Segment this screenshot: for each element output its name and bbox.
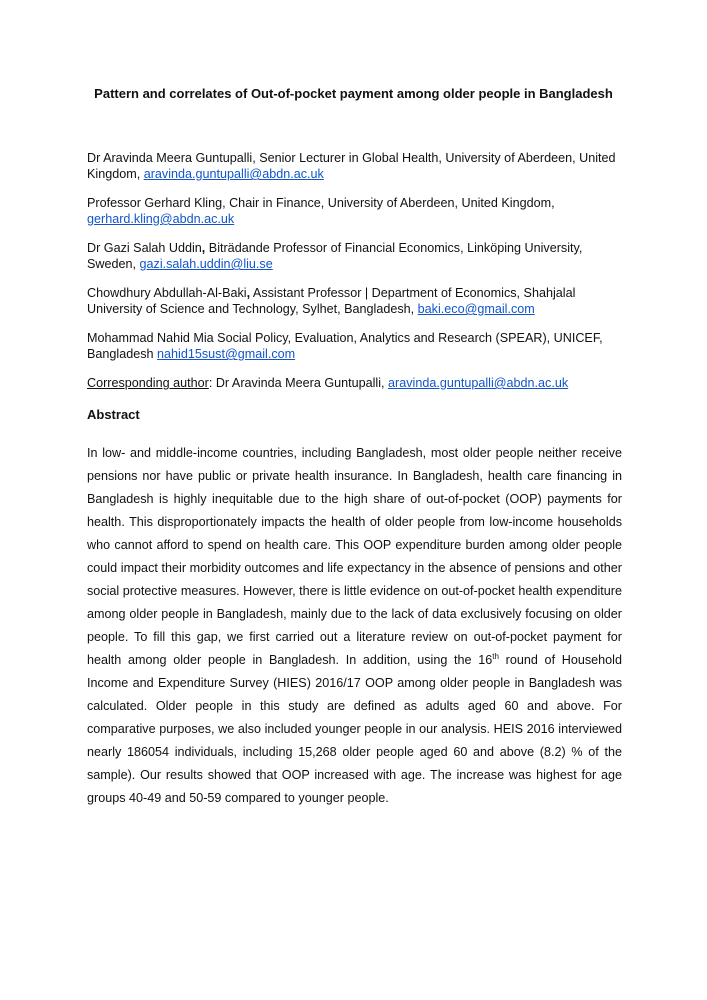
author-email-link[interactable]: nahid15sust@gmail.com: [157, 347, 296, 361]
abstract-text-part-1: In low- and middle-income countries, including Bangladesh, most older people neither receive pensions nor have public or private health insurance. In Bangladesh, health care financing in Bangladesh is highly inequitable due to the high share of out-of-pocket (OOP) payments for health. This disproportionately impacts the health of older people from low-income households who cannot afford to spend on health care. This OOP expenditure burden among older people could impact their morbidity outcomes and life expectancy in the absence of pensions and other social protective measures. However, there is little evidence on out-of-pocket health expenditure among older people in Bangladesh, mainly due to the lack of data exclusively focusing on older people. To fill this gap, we first carried out a literature review on out-of-pocket payment for health among older people in Bangladesh. In addition, using the 16: [87, 446, 622, 667]
corresponding-author: [87, 375, 624, 391]
abstract-body: [87, 442, 622, 810]
author-affiliation: Biträdande Professor of Financial Economics, Linköping University, Sweden,: [87, 241, 583, 271]
abstract-superscript: th: [492, 652, 499, 661]
author-comma: ,: [246, 286, 251, 300]
abstract-heading: Abstract: [87, 407, 140, 422]
corresponding-author-text: : Dr Aravinda Meera Guntupalli,: [208, 376, 389, 390]
corresponding-email-link[interactable]: aravinda.guntupalli@abdn.ac.uk: [388, 376, 569, 390]
author-uddin: [87, 240, 624, 272]
author-name: Chowdhury Abdullah-Al-Baki: [87, 286, 247, 300]
author-email-link[interactable]: aravinda.guntupalli@abdn.ac.uk: [143, 167, 324, 181]
author-mia: [87, 330, 624, 362]
author-name: Dr Gazi Salah Uddin: [87, 241, 202, 255]
abstract-text-part-2: round of Household Income and Expenditure Survey (HIES) 2016/17 OOP among older people in Bangladesh was calculated. Older people in this study are defined as adults aged 60 and above. For comparative purposes, we also included younger people in our analysis. HEIS 2016 interviewed nearly 186054 individuals, including 15,268 older people aged 60 and above (8.2) % of the sample). Our results showed that OOP increased with age. The increase was highest for age groups 40-49 and 50-59 compared to younger people.: [87, 653, 622, 805]
author-guntupalli: [87, 150, 624, 182]
corresponding-author-label: Corresponding author: [87, 376, 209, 390]
author-email-link[interactable]: baki.eco@gmail.com: [417, 302, 535, 316]
author-affiliation: Assistant Professor | Department of Economics, Shahjalal University of Science and Technology, Sylhet, Bangladesh,: [87, 286, 576, 316]
author-kling: [87, 195, 624, 227]
paper-title: Pattern and correlates of Out-of-pocket payment among older people in Bangladesh: [94, 86, 613, 101]
author-affiliation: Dr Aravinda Meera Guntupalli, Senior Lecturer in Global Health, University of Aberdeen, United Kingdom,: [87, 151, 616, 181]
author-comma: ,: [201, 241, 206, 255]
author-email-link[interactable]: gazi.salah.uddin@liu.se: [139, 257, 273, 271]
author-al-baki: [87, 285, 624, 317]
author-affiliation: Mohammad Nahid Mia Social Policy, Evaluation, Analytics and Research (SPEAR), UNICEF, Bangladesh: [87, 331, 603, 361]
author-affiliation: Professor Gerhard Kling, Chair in Finance, University of Aberdeen, United Kingdom,: [87, 196, 555, 210]
author-email-link[interactable]: gerhard.kling@abdn.ac.uk: [87, 212, 235, 226]
